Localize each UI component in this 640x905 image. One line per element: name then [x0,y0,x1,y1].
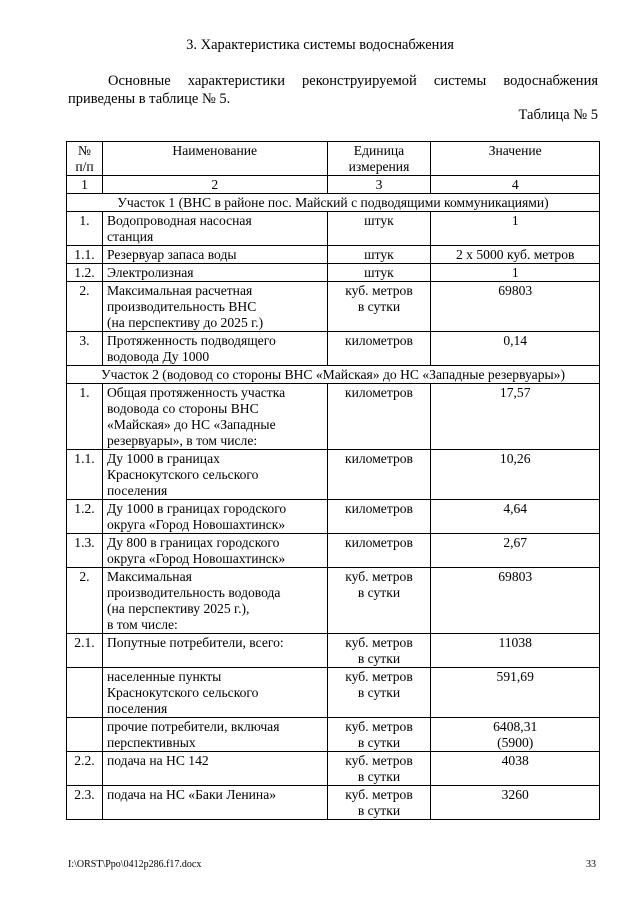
header-name: Наименование [102,142,327,176]
row-unit: штук [327,246,431,264]
table-row [67,332,600,366]
table-row [67,534,600,568]
table-row [67,500,600,534]
header-value: Значение [431,142,600,176]
table-caption: Таблица № 5 [518,107,598,123]
index-cell: 1 [67,176,103,194]
row-number: 1.2. [67,500,103,534]
table-row [67,634,600,668]
row-name: Максимальная производительность водовода (на перспективу 2025 г.), в том числе: [102,568,327,634]
row-name: Общая протяженность участка водовода со стороны ВНС «Майская» до НС «Западные резервуары», в том числе: [102,384,327,450]
row-value: 69803 [431,568,600,634]
row-name: подача на НС 142 [102,752,327,786]
row-name: Ду 800 в границах городского округа «Город Новошахтинск» [102,534,327,568]
row-unit: километров [327,450,431,500]
row-value: 17,57 [431,384,600,450]
row-value: 6408,31 (5900) [431,718,600,752]
row-unit: куб. метров в сутки [327,786,431,820]
row-unit: километров [327,332,431,366]
row-name: прочие потребители, включая перспективных [102,718,327,752]
row-number: 1.1. [67,450,103,500]
table-index-row [67,176,600,194]
row-value: 2,67 [431,534,600,568]
row-value: 11038 [431,634,600,668]
row-unit: куб. метров в сутки [327,282,431,332]
intro-line-2: приведены в таблице № 5. [68,91,231,107]
row-unit: куб. метров в сутки [327,668,431,718]
table-row [67,212,600,246]
row-unit: километров [327,534,431,568]
section-2-title: Участок 2 (водовод со стороны ВНС «Майская» до НС «Западные резервуары») [67,366,600,384]
row-name: Ду 1000 в границах Краснокутского сельского поселения [102,450,327,500]
section-2-title-row [67,366,600,384]
section-1-title: Участок 1 (ВНС в районе пос. Майский с подводящими коммуникациями) [67,194,600,212]
section-1-title-row [67,194,600,212]
row-name: Протяженность подводящего водовода Ду 1000 [102,332,327,366]
table-header-row [67,142,600,176]
row-name: населенные пункты Краснокутского сельского поселения [102,668,327,718]
row-name: Резервуар запаса воды [102,246,327,264]
row-unit: километров [327,384,431,450]
table-row [67,752,600,786]
intro-line-1: Основные характеристики реконструируемой системы водоснабжения [108,73,598,89]
footer-file-path: I:\ORST\Ppo\0412p286.f17.docx [68,859,202,870]
table-row [67,264,600,282]
row-number: 1. [67,384,103,450]
row-unit: штук [327,264,431,282]
row-name: подача на НС «Баки Ленина» [102,786,327,820]
row-number: 1.2. [67,264,103,282]
section-heading: 3. Характеристика системы водоснабжения [186,37,454,53]
header-unit: Единица измерения [327,142,431,176]
row-value: 4,64 [431,500,600,534]
table-row [67,786,600,820]
row-number: 1. [67,212,103,246]
row-name: Ду 1000 в границах городского округа «Город Новошахтинск» [102,500,327,534]
index-cell: 2 [102,176,327,194]
footer-page-number: 33 [586,859,596,870]
table-row [67,282,600,332]
row-number: 2.1. [67,634,103,668]
row-name: Максимальная расчетная производительность ВНС (на перспективу до 2025 г.) [102,282,327,332]
row-value: 10,26 [431,450,600,500]
row-value: 0,14 [431,332,600,366]
row-unit: штук [327,212,431,246]
row-value: 3260 [431,786,600,820]
row-number: 1.1. [67,246,103,264]
table-row [67,384,600,450]
table-row [67,718,600,752]
water-supply-table [66,141,600,820]
index-cell: 3 [327,176,431,194]
row-number [67,668,103,718]
row-number: 3. [67,332,103,366]
table-row [67,450,600,500]
row-value: 591,69 [431,668,600,718]
row-unit: километров [327,500,431,534]
table-row [67,246,600,264]
row-unit: куб. метров в сутки [327,718,431,752]
row-number [67,718,103,752]
row-number: 2. [67,282,103,332]
row-unit: куб. метров в сутки [327,752,431,786]
row-name: Попутные потребители, всего: [102,634,327,668]
row-number: 1.3. [67,534,103,568]
row-name: Электролизная [102,264,327,282]
table-row [67,668,600,718]
row-value: 4038 [431,752,600,786]
table-row [67,568,600,634]
row-name: Водопроводная насосная станция [102,212,327,246]
index-cell: 4 [431,176,600,194]
row-value: 1 [431,212,600,246]
row-value: 1 [431,264,600,282]
header-num: № п/п [67,142,103,176]
row-unit: куб. метров в сутки [327,568,431,634]
row-number: 2.2. [67,752,103,786]
row-number: 2. [67,568,103,634]
row-unit: куб. метров в сутки [327,634,431,668]
intro-paragraph [68,72,598,108]
row-value: 69803 [431,282,600,332]
row-number: 2.3. [67,786,103,820]
row-value: 2 х 5000 куб. метров [431,246,600,264]
